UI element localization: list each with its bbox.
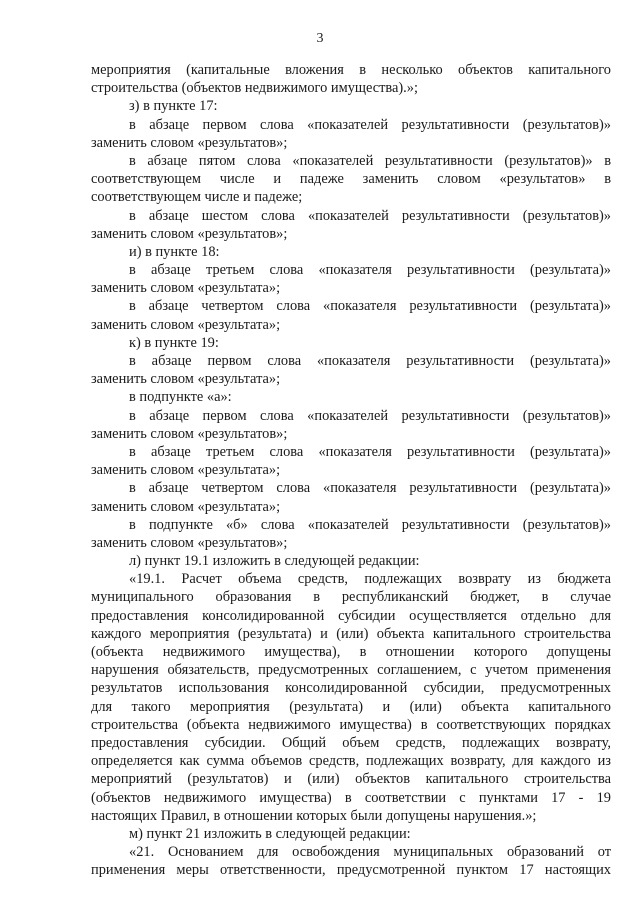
text-line: настоящих Правил, в отношении которых были допущены нарушения.»; <box>91 807 537 824</box>
text-line: м) пункт 21 изложить в следующей редакции: <box>129 825 411 842</box>
text-line: применения меры ответственности, предусмотренной пунктом 17 настоящих <box>91 862 611 879</box>
text-line: предоставления субсидии. Общий объем средств, подлежащих возврату, <box>91 734 611 751</box>
text-line: в подпункте «б» слова «показателей результативности (результатов)» <box>129 516 611 533</box>
text-line: в абзаце четвертом слова «показателя результативности (результата)» <box>129 480 611 497</box>
text-line: в абзаце четвертом слова «показателя результативности (результата)» <box>129 298 611 315</box>
text-line: строительства (объекта недвижимого имущества) в соответствующих порядках <box>91 716 611 733</box>
text-line: (объектов недвижимого имущества) в соответствии с пунктами 17 - 19 <box>91 789 611 806</box>
text-line: в подпункте «а»: <box>129 389 232 406</box>
text-line: заменить словом «результатов»; <box>91 134 288 151</box>
text-line: в абзаце первом слова «показателя результативности (результата)» <box>129 353 611 369</box>
text-line: заменить словом «результатов»; <box>91 425 288 442</box>
text-line: нарушения обязательств, предусмотренных соглашением, с учетом применения <box>91 662 611 679</box>
text-line: в абзаце пятом слова «показателей результативности (результатов)» в <box>129 152 611 169</box>
text-line: мероприятия (капитальные вложения в несколько объектов капитального <box>91 62 611 78</box>
text-line: соответствующем числе и падеже заменить словом «результатов» в <box>91 171 611 188</box>
page-number: 3 <box>316 31 324 46</box>
text-line: каждого мероприятия (результата) и (или) объекта капитального строительства <box>91 625 611 642</box>
text-line: к) в пункте 19: <box>129 334 219 351</box>
text-line: з) в пункте 17: <box>129 98 218 115</box>
text-line: результатов использования консолидированной субсидии, предусмотренных <box>91 680 611 697</box>
text-line: заменить словом «результата»; <box>91 280 281 297</box>
text-line: соответствующем числе и падеже; <box>91 189 303 206</box>
text-line: предоставления консолидированной субсидии осуществляется отдельно для <box>91 607 611 624</box>
text-line: в абзаце третьем слова «показателя результативности (результата)» <box>129 443 611 460</box>
text-line: мероприятий (результатов) и (или) объектов капитального строительства <box>91 771 611 788</box>
text-line: в абзаце шестом слова «показателей результативности (результатов)» <box>129 207 611 224</box>
text-line: «19.1. Расчет объема средств, подлежащих возврату из бюджета <box>129 571 611 588</box>
text-line: заменить словом «результата»; <box>91 498 281 515</box>
text-line: и) в пункте 18: <box>129 243 220 260</box>
text-line: заменить словом «результата»; <box>91 371 281 388</box>
text-line: заменить словом «результатов»; <box>91 225 288 242</box>
text-line: в абзаце первом слова «показателей результативности (результатов)» <box>129 116 611 133</box>
text-line: заменить словом «результата»; <box>91 462 281 479</box>
text-line: «21. Основанием для освобождения муниципальных образований от <box>129 844 611 861</box>
text-line: в абзаце третьем слова «показателя результативности (результата)» <box>129 262 611 279</box>
text-line: муниципального образования в республиканский бюджет, в случае <box>91 589 611 606</box>
document-body <box>91 61 611 879</box>
text-line: строительства (объектов недвижимого имущества).»; <box>91 80 418 97</box>
text-line: для такого мероприятия (результата) и (или) объекта капитального <box>91 698 611 715</box>
text-line: (объекта недвижимого имущества), в отношении которого допущены <box>91 644 611 660</box>
text-line: заменить словом «результатов»; <box>91 534 288 551</box>
text-line: в абзаце первом слова «показателей результативности (результатов)» <box>129 407 611 424</box>
text-line: заменить словом «результата»; <box>91 316 281 333</box>
text-line: определяется как сумма объемов средств, подлежащих возврату, для каждого из <box>91 753 611 770</box>
text-line: л) пункт 19.1 изложить в следующей редакции: <box>129 553 420 570</box>
